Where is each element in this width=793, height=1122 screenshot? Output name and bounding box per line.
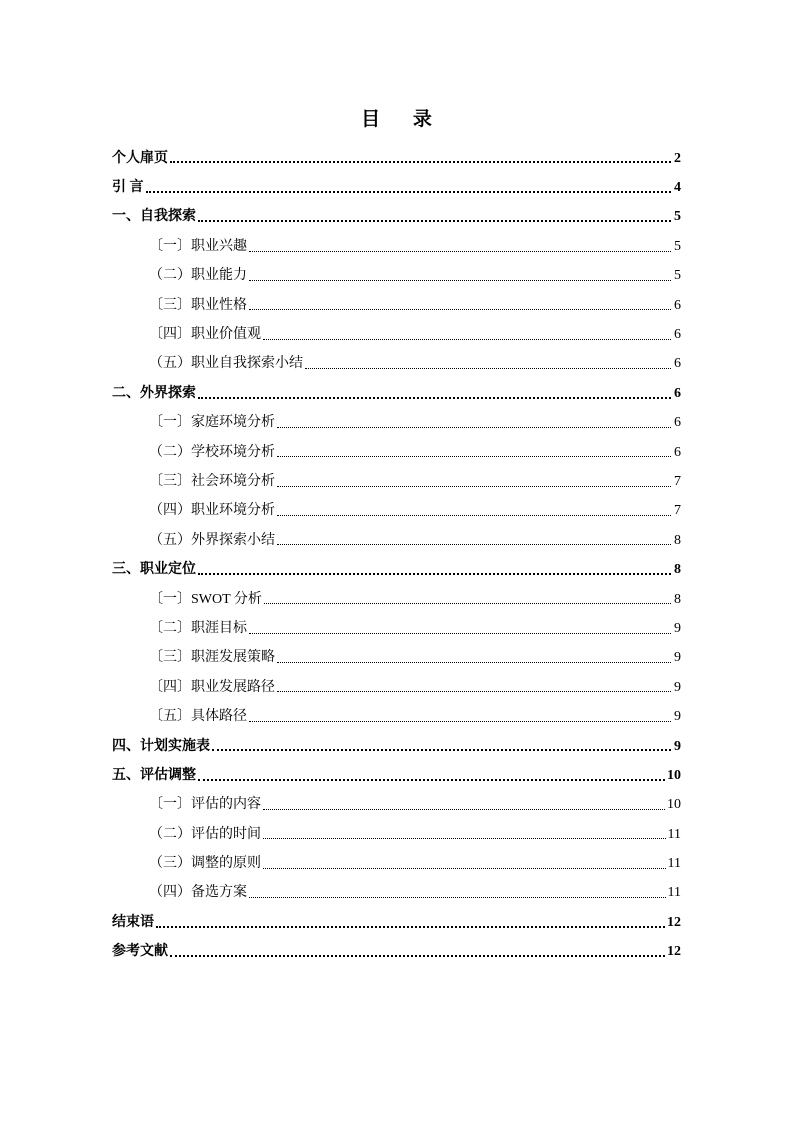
toc-entry-label: （二）学校环境分析 <box>149 444 275 460</box>
dot-leader <box>277 690 671 692</box>
toc-entry-label: （五）职业自我探索小结 <box>149 356 303 372</box>
dot-leader <box>198 396 671 399</box>
dot-leader <box>277 543 671 545</box>
dot-leader <box>249 720 671 722</box>
toc-entry-page-number: 11 <box>667 856 681 872</box>
toc-entry-page-number: 9 <box>674 738 681 754</box>
toc-entry-label: 〔二〕职涯目标 <box>149 620 247 636</box>
dot-leader <box>277 426 671 428</box>
dot-leader <box>249 279 671 281</box>
toc-entry-page-number: 2 <box>674 150 681 166</box>
toc-entry-personal-page[interactable] <box>112 144 681 173</box>
toc-entry-page-number: 8 <box>674 562 681 578</box>
dot-leader <box>249 632 671 634</box>
dot-leader <box>170 160 671 163</box>
toc-entry-page-number: 11 <box>667 885 681 901</box>
toc-entry-page-number: 7 <box>674 473 681 489</box>
toc-entry-page-number: 9 <box>674 679 681 695</box>
toc-entry-label: 〔一〕评估的内容 <box>149 797 261 813</box>
toc-entry-career-interest[interactable] <box>112 232 681 261</box>
dot-leader <box>263 837 666 839</box>
toc-entry-page-number: 12 <box>667 944 681 960</box>
toc-entry-label: 〔三〕职业性格 <box>149 297 247 313</box>
toc-entry-label: （二）评估的时间 <box>149 826 261 842</box>
toc-entry-self-exploration[interactable] <box>112 203 681 232</box>
toc-entry-label: 结束语 <box>112 914 154 930</box>
toc-entry-career-positioning[interactable] <box>112 555 681 584</box>
toc-entry-page-number: 9 <box>674 709 681 725</box>
toc-entry-label: 引 言 <box>112 180 144 196</box>
toc-entry-label: 〔三〕社会环境分析 <box>149 473 275 489</box>
toc-entry-career-values[interactable] <box>112 320 681 349</box>
dot-leader <box>198 778 665 781</box>
toc-entry-page-number: 8 <box>674 591 681 607</box>
dot-leader <box>263 338 671 340</box>
dot-leader <box>156 925 665 928</box>
toc-entry-implementation-plan[interactable] <box>112 732 681 761</box>
toc-entry-page-number: 6 <box>674 385 681 401</box>
toc-entry-self-exploration-summary[interactable] <box>112 350 681 379</box>
toc-entry-page-number: 6 <box>674 297 681 313</box>
toc-entry-label: 〔五〕具体路径 <box>149 709 247 725</box>
toc-entry-adjustment-principles[interactable] <box>112 849 681 878</box>
toc-entry-swot-analysis[interactable] <box>112 585 681 614</box>
toc-entry-label: （五）外界探索小结 <box>149 532 275 548</box>
toc-entry-label: 三、职业定位 <box>112 562 196 578</box>
toc-entry-external-exploration-summary[interactable] <box>112 526 681 555</box>
dot-leader <box>170 954 665 957</box>
toc-entry-family-environment[interactable] <box>112 409 681 438</box>
toc-entry-label: 〔三〕职涯发展策略 <box>149 650 275 666</box>
toc-entry-page-number: 6 <box>674 356 681 372</box>
toc-entry-career-goals[interactable] <box>112 614 681 643</box>
toc-entry-page-number: 11 <box>667 826 681 842</box>
toc-entry-school-environment[interactable] <box>112 438 681 467</box>
dot-leader <box>263 808 665 810</box>
toc-entry-page-number: 8 <box>674 532 681 548</box>
toc-entry-preface[interactable] <box>112 173 681 202</box>
toc-entry-label: 〔四〕职业价值观 <box>149 327 261 343</box>
toc-entry-label: （四）备选方案 <box>149 885 247 901</box>
toc-entry-career-environment[interactable] <box>112 497 681 526</box>
toc-entry-page-number: 4 <box>674 180 681 196</box>
dot-leader <box>277 485 671 487</box>
toc-entry-references[interactable] <box>112 938 681 967</box>
dot-leader <box>277 455 671 457</box>
toc-entry-label: 五、评估调整 <box>112 767 196 783</box>
toc-entry-page-number: 5 <box>674 268 681 284</box>
toc-entry-page-number: 10 <box>667 767 681 783</box>
toc-entry-evaluation-time[interactable] <box>112 820 681 849</box>
dot-leader <box>264 602 671 604</box>
toc-entry-career-personality[interactable] <box>112 291 681 320</box>
toc-entry-conclusion[interactable] <box>112 908 681 937</box>
toc-entry-social-environment[interactable] <box>112 467 681 496</box>
toc-entry-page-number: 6 <box>674 415 681 431</box>
toc-entry-specific-path[interactable] <box>112 702 681 731</box>
toc-entry-label: 〔一〕SWOT 分析 <box>149 591 262 607</box>
toc-entry-page-number: 12 <box>667 914 681 930</box>
dot-leader <box>198 572 671 575</box>
toc-entry-page-number: 9 <box>674 620 681 636</box>
toc-entry-label: （四）职业环境分析 <box>149 503 275 519</box>
dot-leader <box>305 367 671 369</box>
toc-entry-label: （二）职业能力 <box>149 268 247 284</box>
toc-title: 目 录 <box>361 109 446 130</box>
toc-entry-page-number: 7 <box>674 503 681 519</box>
dot-leader <box>249 308 671 310</box>
toc-entry-label: 〔一〕家庭环境分析 <box>149 415 275 431</box>
toc-entry-evaluation-adjustment[interactable] <box>112 761 681 790</box>
toc-entry-label: 二、外界探索 <box>112 385 196 401</box>
dot-leader <box>146 190 672 193</box>
toc-entry-page-number: 9 <box>674 650 681 666</box>
toc-entry-page-number: 5 <box>674 238 681 254</box>
dot-leader <box>277 514 671 516</box>
dot-leader <box>263 867 666 869</box>
dot-leader <box>198 219 671 222</box>
toc-entry-label: 参考文献 <box>112 944 168 960</box>
toc-entry-label: 〔四〕职业发展路径 <box>149 679 275 695</box>
toc-entry-page-number: 6 <box>674 327 681 343</box>
toc-entry-external-exploration[interactable] <box>112 379 681 408</box>
toc-entry-label: （三）调整的原则 <box>149 856 261 872</box>
toc-entry-page-number: 6 <box>674 444 681 460</box>
toc-entry-label: 〔一〕职业兴趣 <box>149 238 247 254</box>
toc-entry-page-number: 10 <box>667 797 681 813</box>
dot-leader <box>277 661 671 663</box>
dot-leader <box>212 748 671 751</box>
toc-entry-career-path[interactable] <box>112 673 681 702</box>
toc-entry-career-strategy[interactable] <box>112 644 681 673</box>
toc-entry-label: 四、计划实施表 <box>112 738 210 754</box>
toc-entry-label: 个人扉页 <box>112 150 168 166</box>
table-of-contents <box>112 144 681 967</box>
dot-leader <box>249 250 671 252</box>
toc-entry-career-ability[interactable] <box>112 262 681 291</box>
dot-leader <box>249 896 666 898</box>
toc-entry-evaluation-content[interactable] <box>112 791 681 820</box>
toc-entry-alternative-plan[interactable] <box>112 879 681 908</box>
toc-entry-page-number: 5 <box>674 209 681 225</box>
toc-entry-label: 一、自我探索 <box>112 209 196 225</box>
